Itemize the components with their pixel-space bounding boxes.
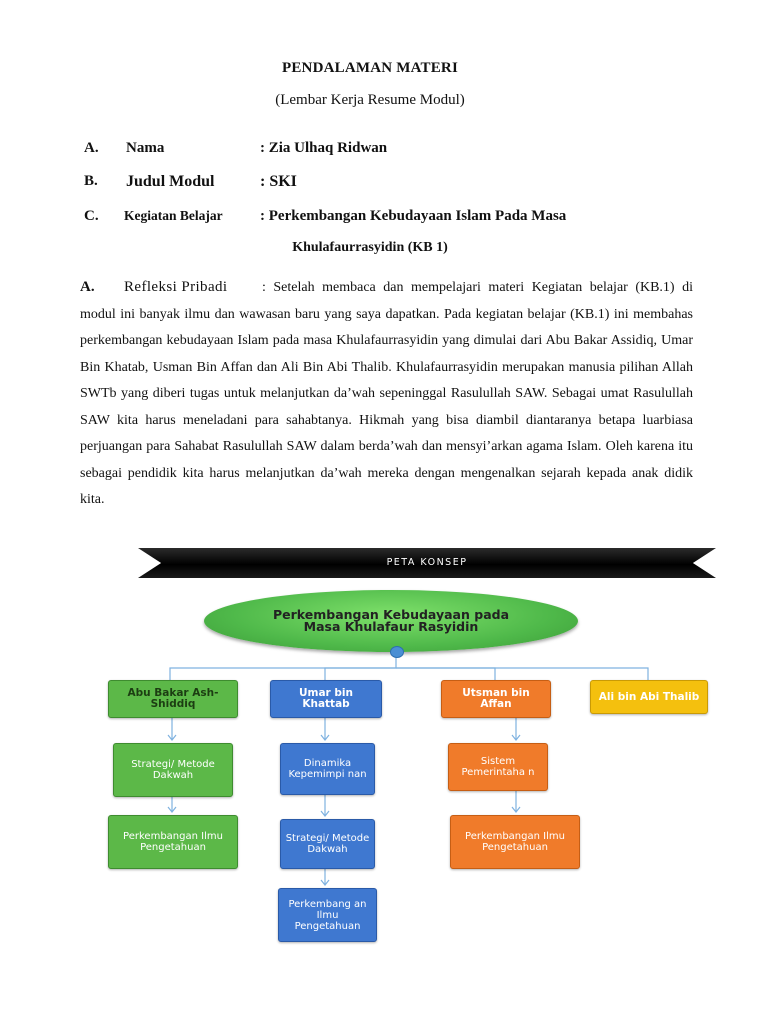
branch-node [108, 815, 238, 869]
identity-label: Kegiatan Belajar [124, 208, 223, 223]
branch-head-label: Ali bin Abi Thalib [598, 690, 700, 703]
branch-node-label: Perkembangan Ilmu Pengetahuan [123, 831, 223, 853]
branch-node [448, 743, 548, 791]
identity-letter: C. [84, 208, 99, 224]
branch-node [280, 743, 375, 795]
concept-map-root [204, 590, 578, 652]
connector-line [396, 668, 648, 680]
branch-head-label: Utsman bin Affan [462, 687, 530, 710]
branch-node [278, 888, 377, 942]
branch-node [280, 819, 375, 869]
branch-node-label: Strategi/ Metode Dakwah [285, 833, 370, 855]
identity-label: Judul Modul [126, 173, 215, 190]
page-subtitle: (Lembar Kerja Resume Modul) [275, 92, 465, 108]
branch-head-ali [590, 680, 708, 714]
identity-label: Nama [126, 140, 165, 156]
identity-value: : Zia Ulhaq Ridwan [260, 140, 388, 156]
branch-head-umar [270, 680, 382, 718]
branch-node-label: Dinamika Kepemimpi nan [288, 758, 367, 780]
root-connector-knob [390, 646, 404, 658]
branch-node [113, 743, 233, 797]
identity-value: : SKI [260, 173, 297, 190]
concept-map-banner-text: PETA KONSEP [386, 557, 468, 568]
branch-head-utsman [441, 680, 551, 718]
reflection-label: Refleksi Pribadi [124, 279, 228, 295]
branch-node-label: Perkembangan Ilmu Pengetahuan [465, 831, 565, 853]
connector-line [325, 668, 396, 680]
page-title: PENDALAMAN MATERI [281, 60, 459, 76]
branch-node [450, 815, 580, 869]
identity-letter: A. [84, 140, 99, 156]
reflection-text: : Setelah membaca dan mempelajari materi Kegiatan belajar (KB.1) di modul ini banyak ilmu dan wawasan baru yang saya dapatkan. Pada kegiatan belajar (KB.1) ini membahas perkembangan kebudayaan Islam pada masa Khulafaurrasyidin yang dimulai dari Abu Bakar Assidiq, Umar Bin Khatab, Usman Bin Affan dan Ali Bin Abi Thalib. Khulafaurrasyidin merupakan manusia pilihan Allah SWTb yang diberi tugas untuk melanjutkan da’wah sepeninggal Rasulullah SAW. Sebagai umat Rasulullah SAW kita harus meneladani para sahabtanya. Hikmah yang bisa diambil diantaranya betapa luarbiasa perjuangan para Sahabat Rasulullah SAW dalam berda’wah dan mensyi’arkan agama Islam. Oleh karena itu sebagai pendidik kita harus melanjutkan da’wah mereka dengan mengenalkan sejarah kepada anak didik kita. [80, 280, 693, 507]
identity-letter: B. [84, 173, 98, 189]
reflection-letter: A. [80, 279, 95, 295]
branch-head-abu-bakar [108, 680, 238, 718]
branch-head-label: Umar bin Khattab [299, 687, 353, 710]
connector-line [396, 668, 495, 680]
branch-node-label: Sistem Pemerintaha n [461, 756, 535, 778]
concept-map-root-label: Perkembangan Kebudayaan pada Masa Khulafaur Rasyidin [272, 607, 510, 634]
identity-value: : Perkembangan Kebudayaan Islam Pada Masa [260, 208, 567, 224]
branch-node-label: Perkembang an Ilmu Pengetahuan [288, 898, 367, 932]
branch-node-label: Strategi/ Metode Dakwah [131, 759, 215, 781]
branch-head-label: Abu Bakar Ash-Shiddiq [127, 687, 219, 710]
identity-continuation: Khulafaurrasyidin (KB 1) [292, 240, 448, 255]
